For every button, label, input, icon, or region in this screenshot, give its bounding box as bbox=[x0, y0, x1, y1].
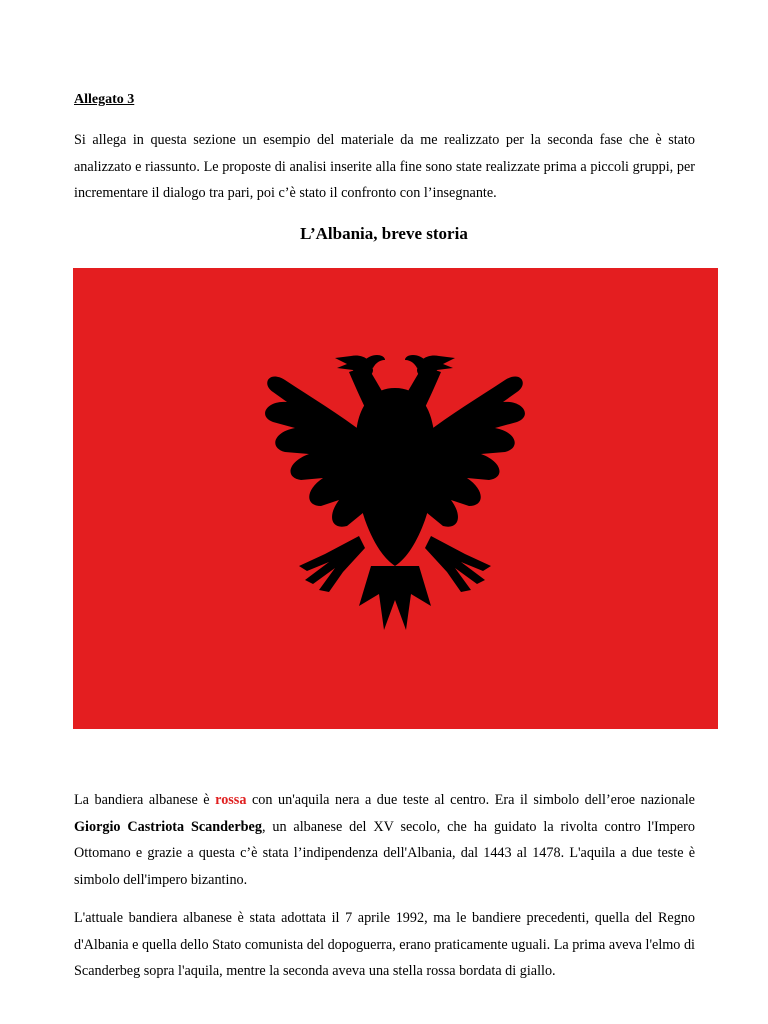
section-title: L’Albania, breve storia bbox=[300, 224, 468, 243]
paragraph1-text-b: con un'aquila nera a due teste al centro. Era il simbolo dell’eroe nazionale bbox=[246, 792, 695, 808]
intro-paragraph: Si allega in questa sezione un esempio del materiale da me realizzato per la seconda fase che è stato analizzato e riassunto. Le proposte di analisi inserite alla fine sono state realizzate prima a piccoli gruppi, per incrementare il dialogo tra pari, poi c’è stato il confronto con l’insegnante. bbox=[74, 132, 695, 201]
hero-name: Giorgio Castriota Scanderbeg bbox=[74, 818, 262, 835]
attachment-heading: Allegato 3 bbox=[74, 92, 135, 107]
paragraph1-text-c: , un albanese del XV secolo, che ha guidato la rivolta contro l'Impero Ottomano e grazie a questa c’è stata l’indipendenza dell'Albania, dal 1443 al 1478. L'aquila a due teste è simbolo dell'impero bizantino. bbox=[74, 818, 696, 888]
flag-description-paragraph bbox=[74, 787, 695, 893]
albanian-flag-svg bbox=[73, 268, 718, 729]
flag-history-paragraph: L'attuale bandiera albanese è stata adottata il 7 aprile 1992, ma le bandiere precedenti, quella del Regno d'Albania e quella dello Stato comunista del dopoguerra, erano praticamente uguali. La prima aveva l'elmo di Scanderbeg sopra l'aquila, mentre la seconda aveva una stella rossa bordata di giallo. bbox=[74, 910, 695, 979]
albanian-flag-image bbox=[73, 268, 718, 729]
color-word-rossa: rossa bbox=[215, 792, 247, 808]
paragraph1-text-a: La bandiera albanese è bbox=[74, 792, 216, 808]
